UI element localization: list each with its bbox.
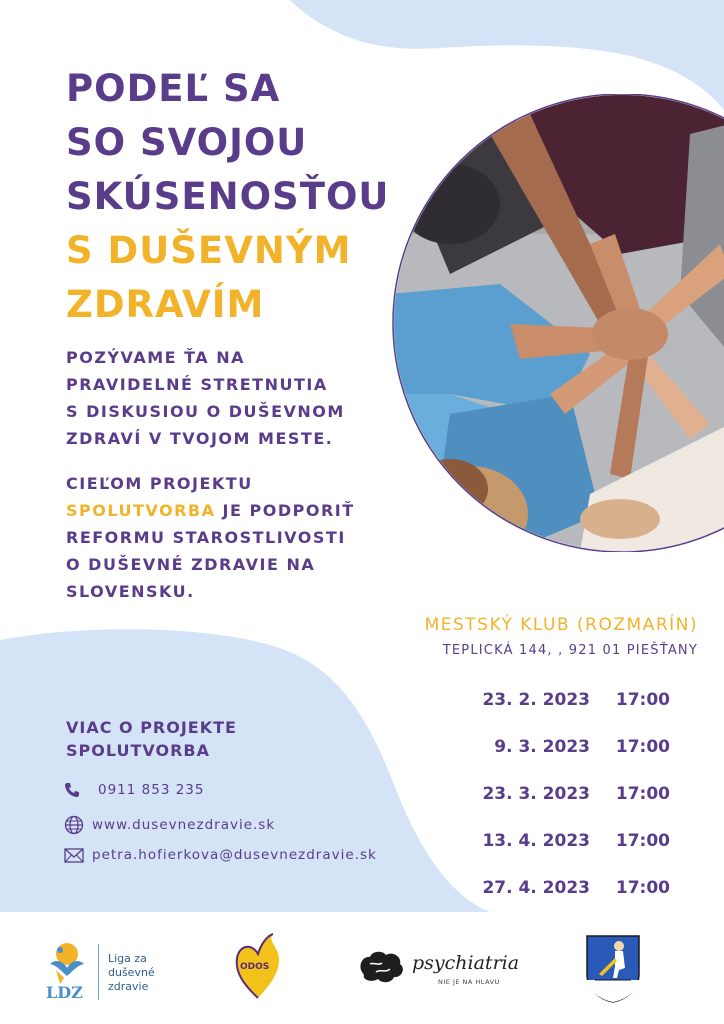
ldz-figures-icon xyxy=(42,940,92,1004)
headline-line-highlight: ZDRAVÍM xyxy=(66,283,265,326)
goal-paragraph xyxy=(66,470,355,605)
ldz-logo xyxy=(42,940,172,1004)
meeting-date: 27. 4. 2023 xyxy=(482,877,590,898)
headline-line: SO SVOJOU xyxy=(66,121,308,164)
contact-website[interactable] xyxy=(64,815,275,835)
meeting-time: 17:00 xyxy=(615,783,670,804)
venue-address: TEPLICKÁ 144, , 921 01 PIEŠŤANY xyxy=(442,643,698,658)
headline-line-highlight: S DUŠEVNÝM xyxy=(66,229,352,272)
venue-name: MESTSKÝ KLUB (ROZMARÍN) xyxy=(424,615,698,635)
schedule-row xyxy=(450,817,670,864)
odos-logo xyxy=(233,932,283,1002)
intro-paragraph xyxy=(66,344,345,452)
goal-line: REFORMU STAROSTLIVOSTI xyxy=(66,528,346,547)
brain-icon xyxy=(356,948,406,988)
phone-icon xyxy=(64,782,80,798)
meeting-time: 17:00 xyxy=(615,689,670,710)
meeting-date: 13. 4. 2023 xyxy=(482,830,590,851)
ldz-text xyxy=(108,952,155,994)
schedule-row xyxy=(450,770,670,817)
headline-line: PODEĽ SA xyxy=(66,67,281,110)
meeting-date: 23. 2. 2023 xyxy=(482,689,590,710)
goal-line: O DUŠEVNÉ ZDRAVIE NA xyxy=(66,555,316,574)
ldz-divider xyxy=(98,944,99,1000)
schedule-row xyxy=(450,676,670,723)
partner-logos xyxy=(0,918,724,1024)
contact-phone[interactable] xyxy=(64,782,204,798)
headline xyxy=(66,62,389,332)
odos-text: ODOS xyxy=(240,962,270,972)
email-address: petra.hofierkova@dusevnezdravie.sk xyxy=(92,847,377,863)
psychiatria-word: psychiatria xyxy=(412,952,520,974)
meeting-time: 17:00 xyxy=(615,830,670,851)
ldz-text-line: duševné xyxy=(108,966,155,979)
ldz-mark: LDZ xyxy=(46,983,83,1002)
city-crest-icon xyxy=(585,934,641,1004)
piestany-crest xyxy=(585,934,641,1004)
intro-line: POZÝVAME ŤA NA xyxy=(66,348,246,367)
schedule-row xyxy=(450,864,670,911)
goal-line: SLOVENSKU. xyxy=(66,582,195,601)
venue xyxy=(425,615,698,658)
ldz-text-line: zdravie xyxy=(108,980,149,993)
meeting-date: 23. 3. 2023 xyxy=(482,783,590,804)
headline-line: SKÚSENOSŤOU xyxy=(66,175,390,218)
more-info-heading xyxy=(66,716,237,762)
meeting-time: 17:00 xyxy=(615,877,670,898)
envelope-icon xyxy=(64,848,84,863)
goal-line: CIEĽOM PROJEKTU xyxy=(66,474,253,493)
ldz-text-line: Liga za xyxy=(108,952,147,965)
more-info-line: VIAC O PROJEKTE xyxy=(66,718,237,737)
schedule xyxy=(450,676,670,911)
project-name: SPOLUTVORBA xyxy=(66,501,216,520)
more-info-line: SPOLUTVORBA xyxy=(66,741,210,760)
intro-line: ZDRAVÍ V TVOJOM MESTE. xyxy=(66,429,334,448)
psychiatria-logo xyxy=(356,948,520,992)
hands-together-photo xyxy=(390,94,724,552)
meeting-date: 9. 3. 2023 xyxy=(494,736,590,757)
meeting-time: 17:00 xyxy=(615,736,670,757)
goal-line-rest: JE PODPORIŤ xyxy=(215,501,355,520)
schedule-row xyxy=(450,723,670,770)
globe-icon xyxy=(64,815,84,835)
psychiatria-sub: NIE JE NA HLAVU xyxy=(438,978,500,986)
intro-line: PRAVIDELNÉ STRETNUTIA xyxy=(66,375,328,394)
intro-line: S DISKUSIOU O DUŠEVNOM xyxy=(66,402,345,421)
goal-line xyxy=(66,497,355,524)
website-url: www.dusevnezdravie.sk xyxy=(92,817,276,833)
phone-number: 0911 853 235 xyxy=(98,782,205,798)
contact-email[interactable] xyxy=(64,847,377,863)
